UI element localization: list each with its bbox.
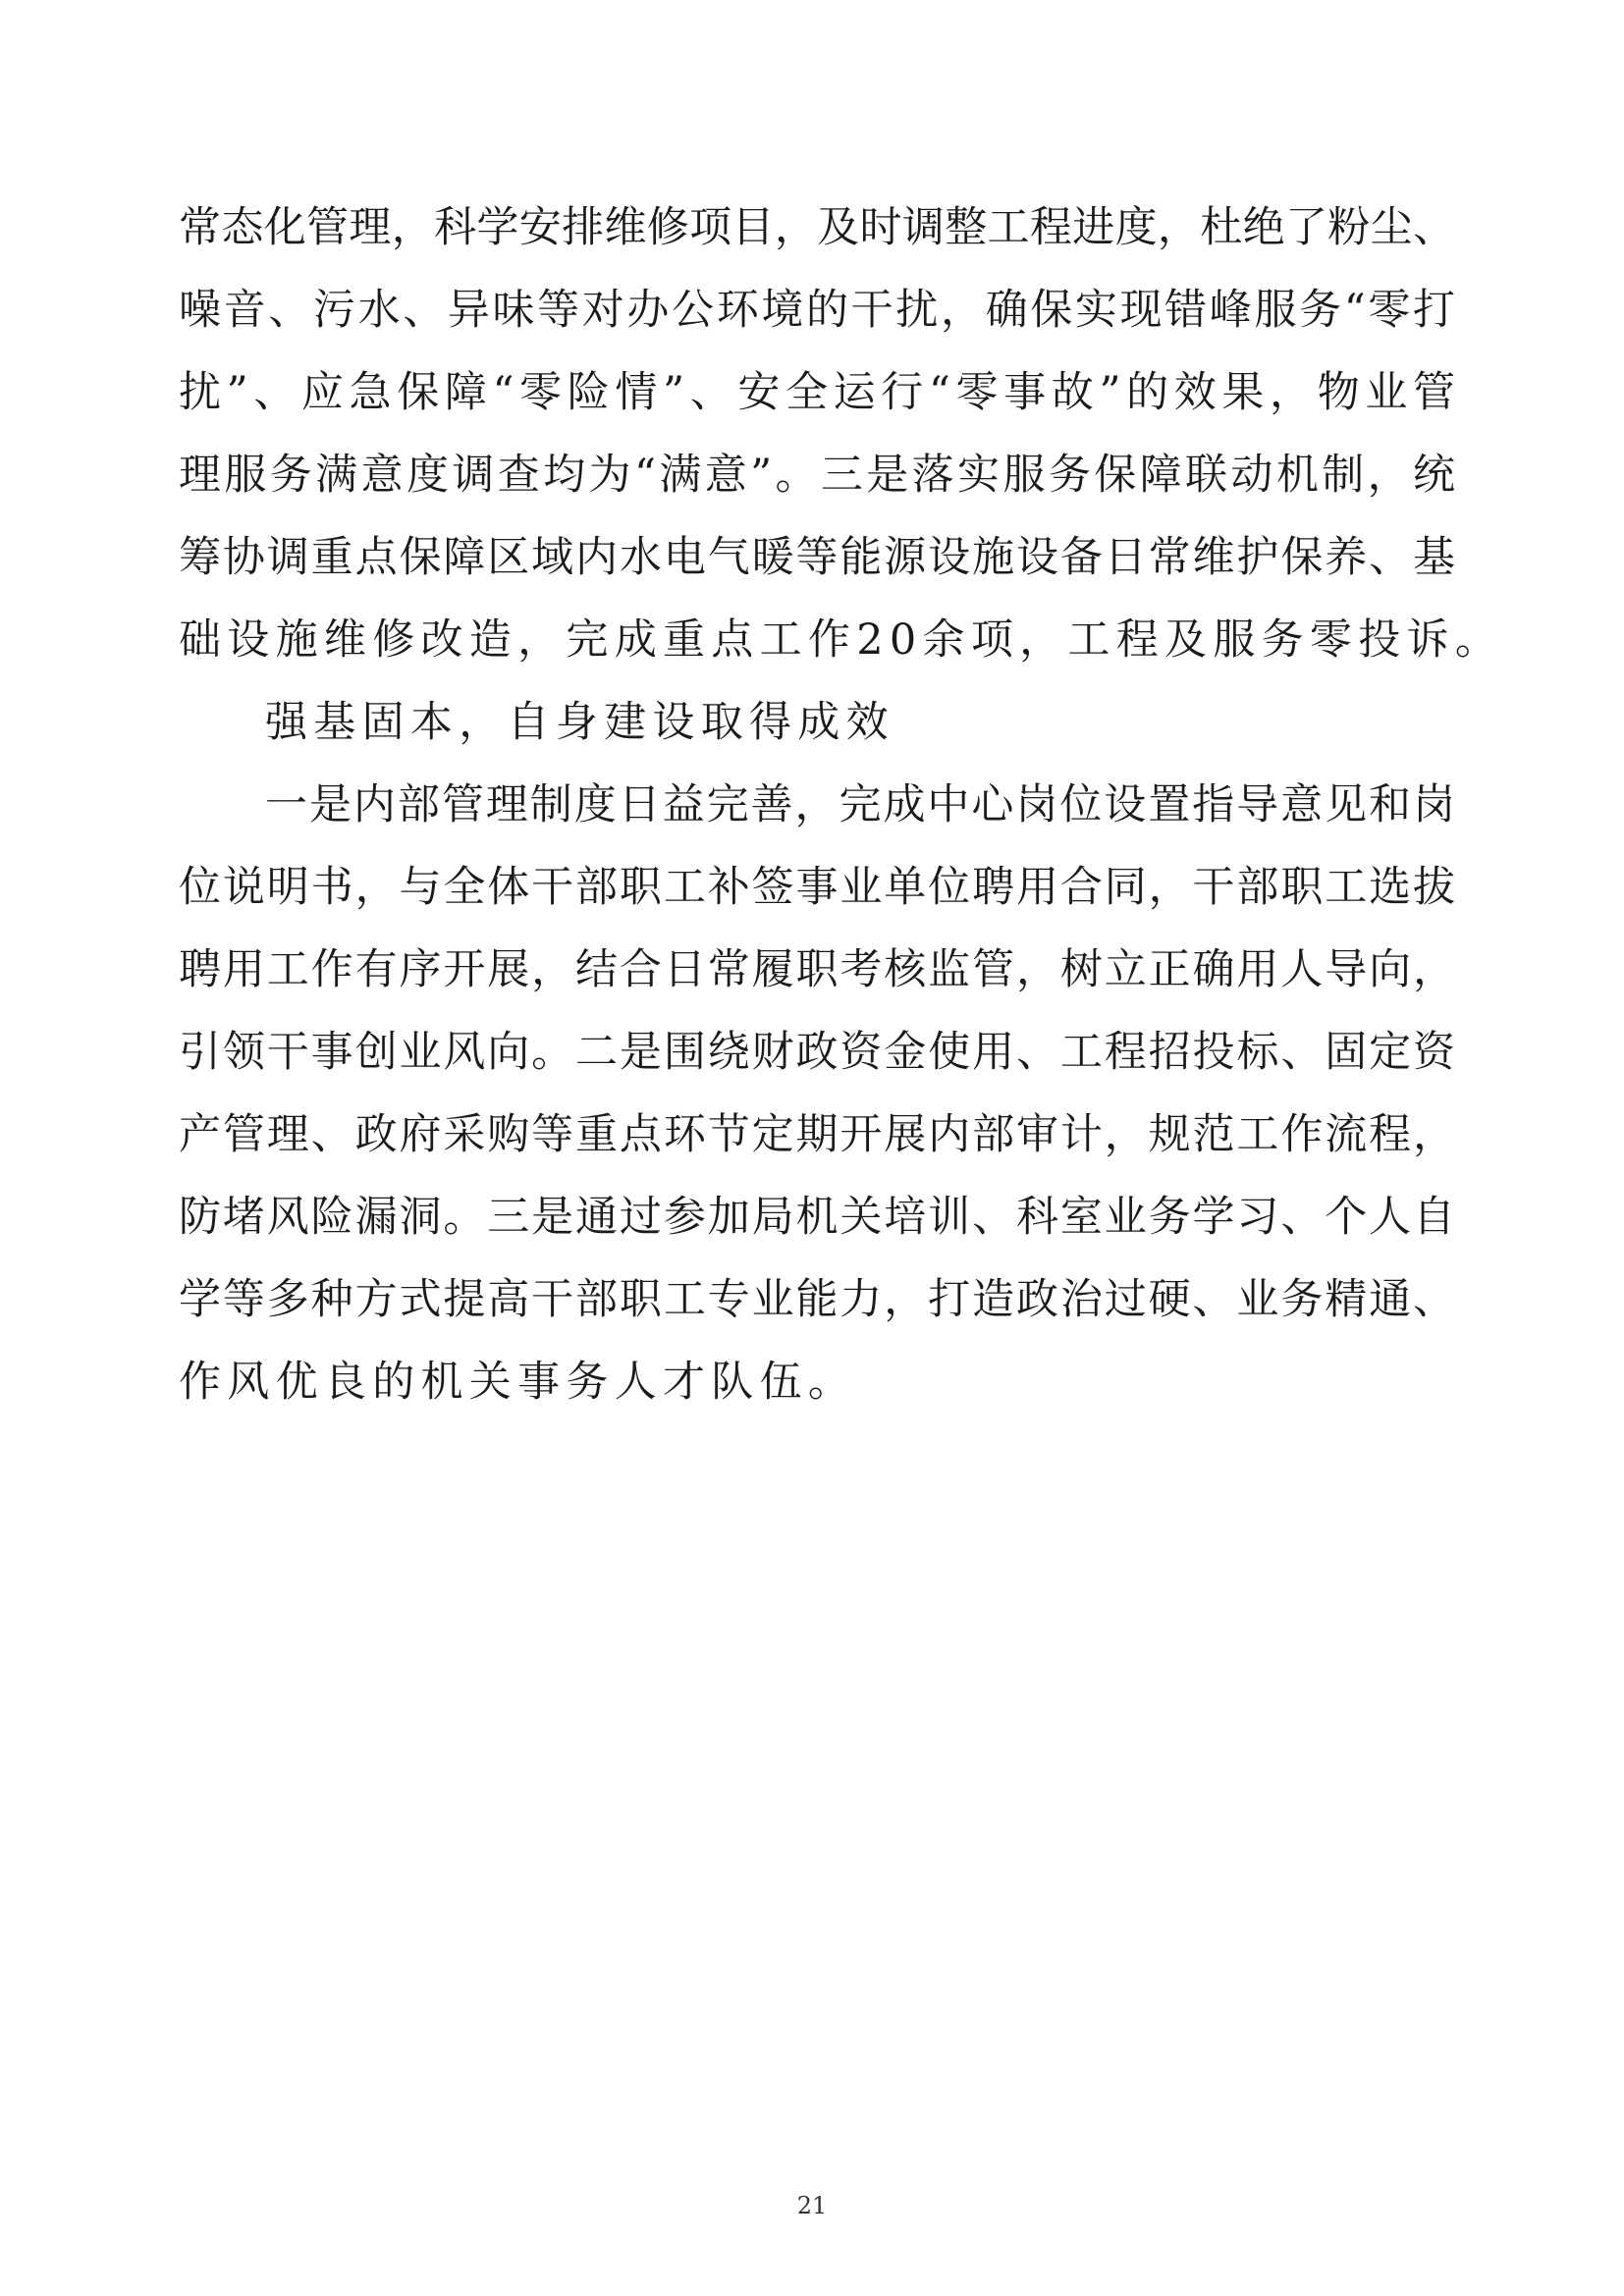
section-heading: 强基固本，自身建设取得成效 — [265, 698, 894, 747]
paragraph-line: 位说明书，与全体干部职工补签事业单位聘用合同，干部职工选拔 — [179, 863, 1455, 912]
paragraph-line: 防堵风险漏洞。三是通过参加局机关培训、科室业务学习、个人自 — [179, 1193, 1455, 1242]
paragraph-line: 常态化管理，科学安排维修项目，及时调整工程进度，杜绝了粉尘、 — [179, 203, 1455, 252]
body-text — [179, 187, 1504, 1423]
paragraph-line: 础设施维修改造，完成重点工作20余项，工程及服务零投诉。 — [179, 615, 1504, 665]
paragraph-line: 引领干事创业风向。二是围绕财政资金使用、工程招投标、固定资 — [179, 1028, 1455, 1077]
paragraph-line: 学等多种方式提高干部职工专业能力，打造政治过硬、业务精通、 — [179, 1275, 1455, 1324]
page-number: 21 — [796, 2192, 828, 2219]
paragraph-line: 一是内部管理制度日益完善，完成中心岗位设置指导意见和岗 — [265, 780, 1455, 829]
paragraph-line: 噪音、污水、异味等对办公环境的干扰，确保实现错峰服务“零打 — [179, 286, 1455, 335]
paragraph-line: 产管理、政府采购等重点环节定期开展内部审计，规范工作流程， — [179, 1110, 1455, 1159]
paragraph-line: 作风优良的机关事务人才队伍。 — [179, 1358, 857, 1407]
paragraph-line: 聘用工作有序开展，结合日常履职考核监管，树立正确用人导向， — [179, 945, 1455, 994]
paragraph-line: 扰”、应急保障“零险情”、安全运行“零事故”的效果，物业管 — [179, 368, 1455, 417]
paragraph-line: 理服务满意度调查均为“满意”。三是落实服务保障联动机制，统 — [179, 451, 1455, 500]
paragraph-line: 筹协调重点保障区域内水电气暖等能源设施设备日常维护保养、基 — [179, 533, 1455, 582]
